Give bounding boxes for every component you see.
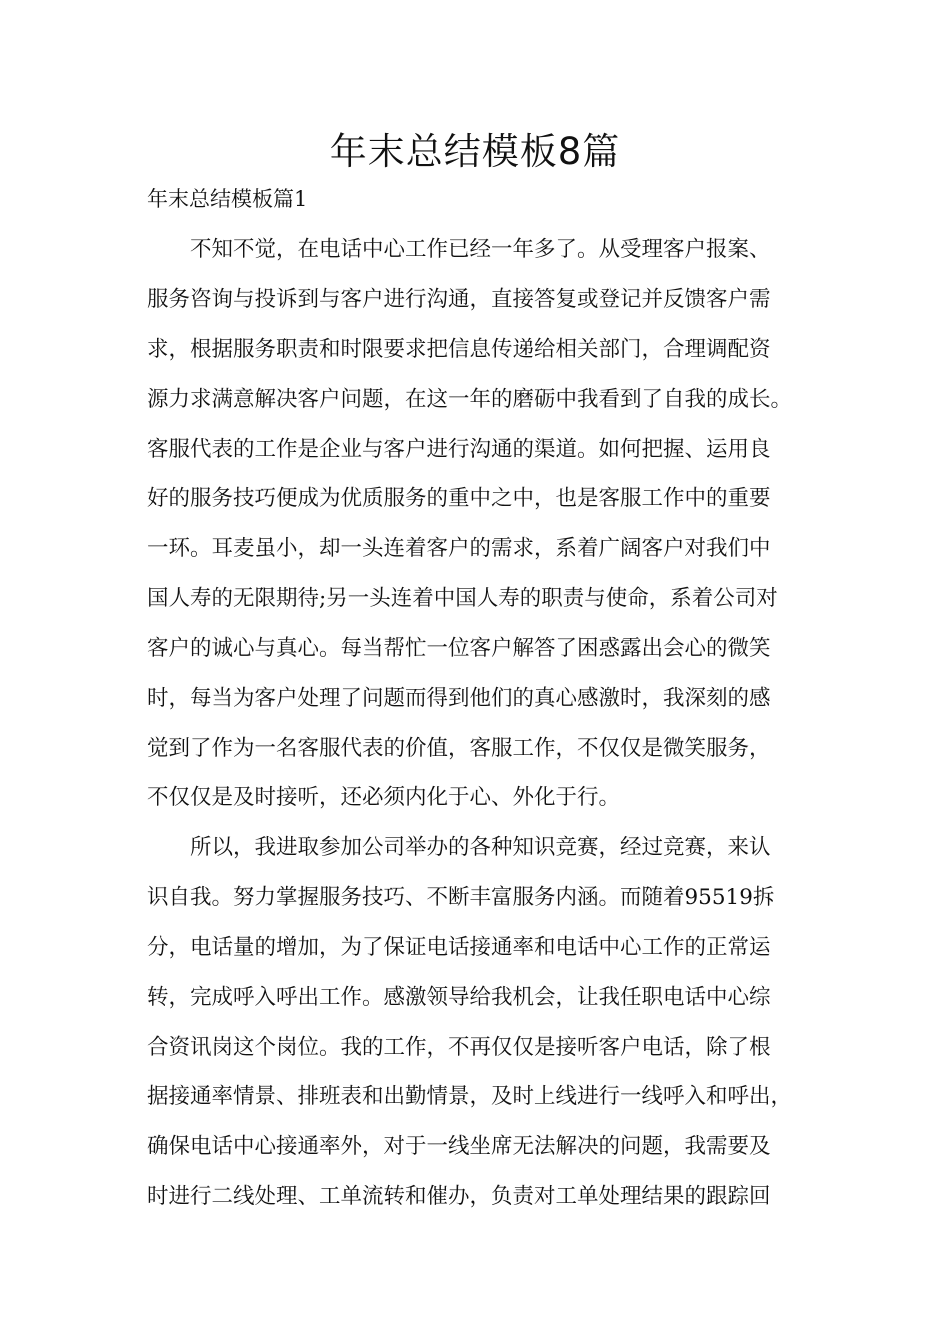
paragraph-line: 所以，我进取参加公司举办的各种知识竞赛，经过竞赛，来认 bbox=[190, 835, 771, 860]
paragraph-line: 好的服务技巧便成为优质服务的重中之中，也是客服工作中的重要 bbox=[147, 486, 771, 511]
paragraph-line: 求，根据服务职责和时限要求把信息传递给相关部门，合理调配资 bbox=[147, 337, 771, 362]
paragraph-line: 确保电话中心接通率外，对于一线坐席无法解决的问题，我需要及 bbox=[147, 1134, 771, 1159]
paragraph-line: 客户的诚心与真心。每当帮忙一位客户解答了困惑露出会心的微笑 bbox=[147, 636, 771, 661]
paragraph-line: 分，电话量的增加，为了保证电话接通率和电话中心工作的正常运 bbox=[147, 935, 771, 960]
paragraph-line: 不仅仅是及时接听，还必须内化于心、外化于行。 bbox=[147, 785, 621, 810]
paragraph-line: 时进行二线处理、工单流转和催办，负责对工单处理结果的跟踪回 bbox=[147, 1184, 771, 1209]
paragraph-line: 时，每当为客户处理了问题而得到他们的真心感激时，我深刻的感 bbox=[147, 686, 771, 711]
paragraph-line: 识自我。努力掌握服务技巧、不断丰富服务内涵。而随着95519拆 bbox=[147, 885, 775, 910]
document-title: 年末总结模板8篇 bbox=[329, 130, 621, 173]
paragraph-line: 一环。耳麦虽小，却一头连着客户的需求，系着广阔客户对我们中 bbox=[147, 536, 771, 561]
section-heading: 年末总结模板篇1 bbox=[147, 187, 308, 211]
paragraph-line: 觉到了作为一名客服代表的价值，客服工作，不仅仅是微笑服务， bbox=[147, 736, 771, 761]
paragraph-line: 国人寿的无限期待;另一头连着中国人寿的职责与使命，系着公司对 bbox=[147, 586, 778, 611]
paragraph-line: 服务咨询与投诉到与客户进行沟通，直接答复或登记并反馈客户需 bbox=[147, 287, 771, 312]
paragraph-line: 转，完成呼入呼出工作。感激领导给我机会，让我任职电话中心综 bbox=[147, 985, 771, 1010]
paragraph-line: 据接通率情景、排班表和出勤情景，及时上线进行一线呼入和呼出， bbox=[147, 1084, 793, 1109]
paragraph-line: 不知不觉，在电话中心工作已经一年多了。从受理客户报案、 bbox=[190, 237, 771, 262]
paragraph-line: 源力求满意解决客户问题，在这一年的磨砺中我看到了自我的成长。 bbox=[147, 387, 793, 412]
paragraph-line: 客服代表的工作是企业与客户进行沟通的渠道。如何把握、运用良 bbox=[147, 437, 771, 462]
paragraph-line: 合资讯岗这个岗位。我的工作，不再仅仅是接听客户电话，除了根 bbox=[147, 1035, 771, 1060]
